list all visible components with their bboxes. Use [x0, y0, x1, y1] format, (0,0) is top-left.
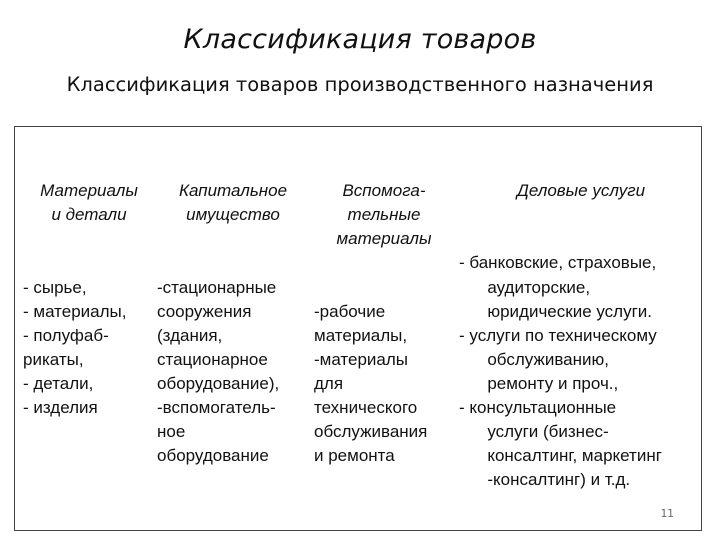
page-number: 11 [660, 508, 674, 520]
column-header-materials: Материалы и детали [40, 181, 138, 225]
column-header-capital: Капитальное имущество [178, 181, 288, 225]
column-header-auxiliary: Вспомога- тельные материалы [336, 181, 432, 249]
column-header-services: Деловые услуги [516, 181, 646, 201]
column-capital-property [157, 127, 309, 517]
column-body-capital: -стационарные сооружения (здания, стационарное оборудование), -вспомогатель- ное оборудование [157, 277, 280, 466]
column-body-auxiliary: -рабочие материалы, -материалы для технического обслуживания и ремонта [314, 301, 428, 466]
slide-title: Классификация товаров [183, 24, 537, 55]
column-business-services [459, 127, 703, 541]
column-body-materials: - сырье, - материалы, - полуфаб- рикаты, - детали, - изделия [23, 277, 127, 418]
column-materials-and-parts [23, 127, 155, 468]
classification-table [14, 126, 702, 531]
slide-subtitle: Классификация товаров производственного назначения [66, 73, 654, 96]
column-body-services: - банковские, страховые, аудиторские, юридические услуги. - услуги по техническому обслуживанию, ремонту и проч., - консультационные услуги (бизнес- консалтинг, маркетинг -консалтинг) и т.д. [459, 253, 662, 490]
column-auxiliary-materials [314, 127, 454, 517]
